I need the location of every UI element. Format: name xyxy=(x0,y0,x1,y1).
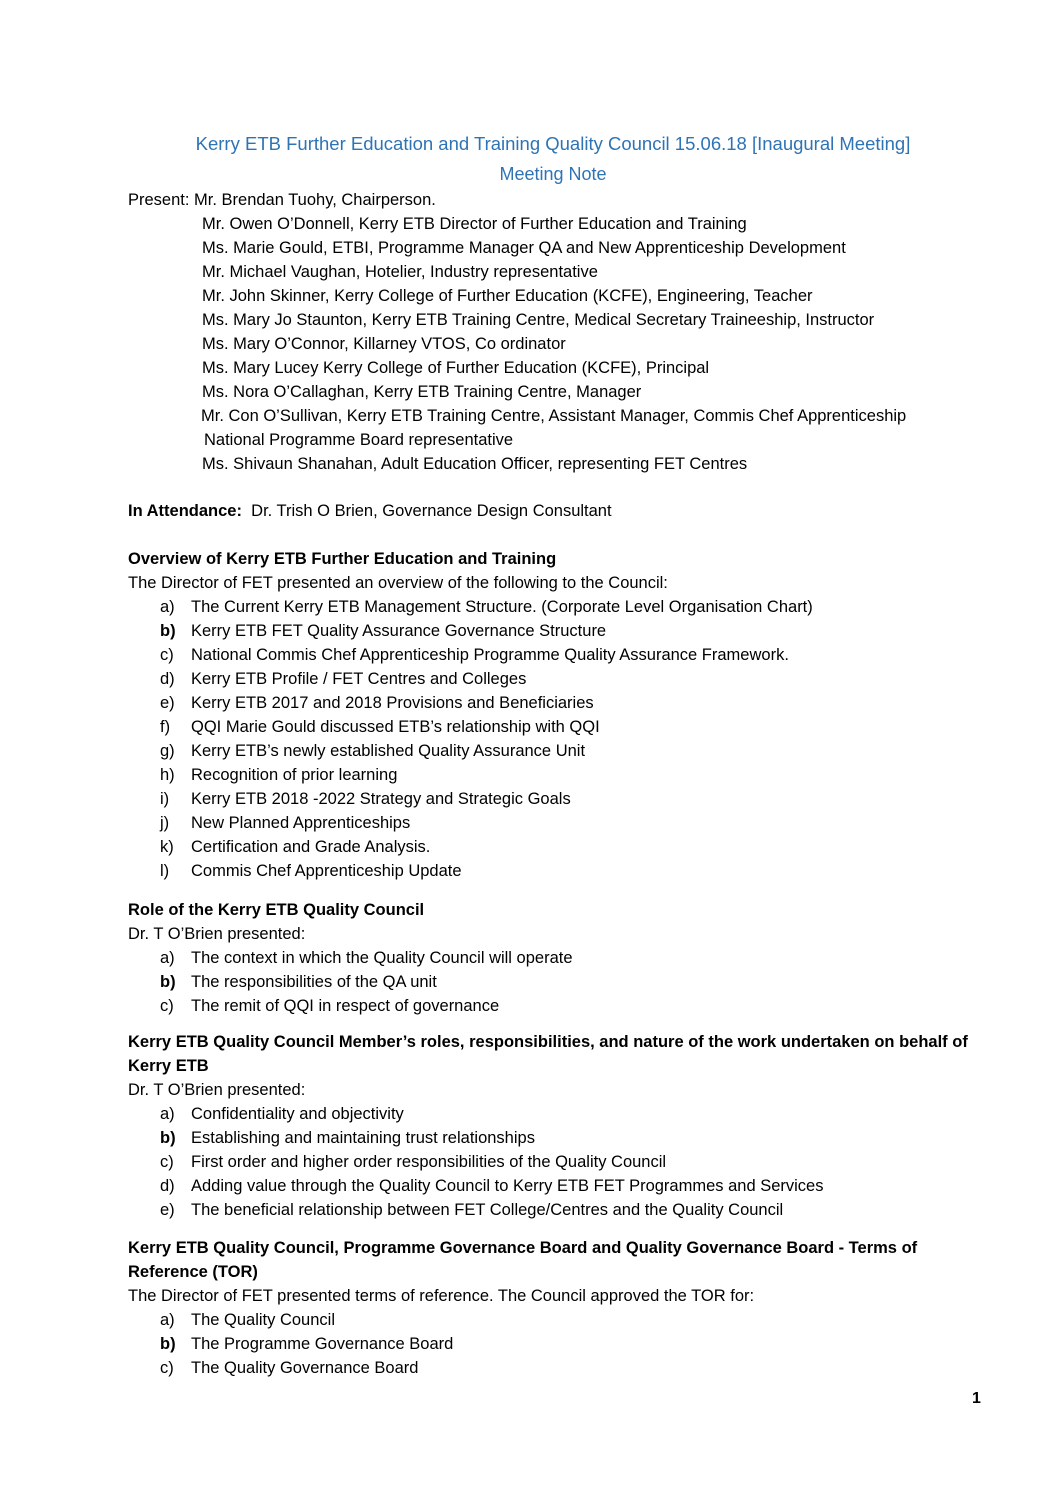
present-member: Ms. Mary Jo Staunton, Kerry ETB Training Centre, Medical Secretary Traineeship, Instructor xyxy=(202,311,875,329)
list-marker: k) xyxy=(160,838,174,856)
list-item-text: The Current Kerry ETB Management Structure. (Corporate Level Organisation Chart) xyxy=(191,598,813,616)
list-item xyxy=(128,619,988,643)
section-heading: Role of the Kerry ETB Quality Council xyxy=(128,901,425,919)
list-item xyxy=(128,1308,988,1332)
section-list xyxy=(128,1308,988,1380)
list-item xyxy=(128,859,988,883)
list-marker: b) xyxy=(160,973,176,991)
list-marker: e) xyxy=(160,694,175,712)
list-marker: c) xyxy=(160,1359,174,1377)
list-item-text: The responsibilities of the QA unit xyxy=(191,973,437,991)
list-item-text: Kerry ETB FET Quality Assurance Governance Structure xyxy=(191,622,607,640)
list-item xyxy=(128,1356,988,1380)
list-item-text: Kerry ETB 2017 and 2018 Provisions and Beneficiaries xyxy=(191,694,594,712)
list-item-text: Commis Chef Apprenticeship Update xyxy=(191,862,462,880)
list-marker: c) xyxy=(160,646,174,664)
list-marker: b) xyxy=(160,1129,176,1147)
list-marker: i) xyxy=(160,790,170,808)
list-item xyxy=(128,1102,988,1126)
present-member: Ms. Nora O’Callaghan, Kerry ETB Training Centre, Manager xyxy=(202,383,642,401)
list-item-text: The beneficial relationship between FET College/Centres and the Quality Council xyxy=(191,1201,784,1219)
list-item-text: New Planned Apprenticeships xyxy=(191,814,411,832)
list-marker: h) xyxy=(160,766,175,784)
list-item xyxy=(128,970,988,994)
list-item xyxy=(128,1198,988,1222)
present-list xyxy=(128,188,1008,476)
list-marker: a) xyxy=(160,949,175,967)
section-member-roles xyxy=(128,1030,988,1222)
attendance-line xyxy=(128,499,612,523)
list-item-text: QQI Marie Gould discussed ETB’s relationship with QQI xyxy=(191,718,600,736)
section-list xyxy=(128,595,988,883)
list-item xyxy=(128,994,988,1018)
list-marker: l) xyxy=(160,862,170,880)
list-marker: b) xyxy=(160,622,176,640)
present-member: Mr. Owen O’Donnell, Kerry ETB Director of Further Education and Training xyxy=(202,215,747,233)
list-marker: c) xyxy=(160,1153,174,1171)
list-item-text: Kerry ETB Profile / FET Centres and Colleges xyxy=(191,670,527,688)
list-marker: d) xyxy=(160,670,175,688)
section-terms-of-reference xyxy=(128,1236,988,1380)
list-item xyxy=(128,667,988,691)
section-overview xyxy=(128,547,988,883)
attendance-text: Dr. Trish O Brien, Governance Design Consultant xyxy=(251,502,612,520)
present-member: Ms. Mary Lucey Kerry College of Further Education (KCFE), Principal xyxy=(202,359,710,377)
present-member: Mr. Michael Vaughan, Hotelier, Industry representative xyxy=(202,263,598,281)
list-item-text: Establishing and maintaining trust relationships xyxy=(191,1129,535,1147)
list-marker: f) xyxy=(160,718,171,736)
list-item-text: National Commis Chef Apprenticeship Programme Quality Assurance Framework. xyxy=(191,646,789,664)
present-member: National Programme Board representative xyxy=(204,431,514,449)
present-member: Mr. John Skinner, Kerry College of Further Education (KCFE), Engineering, Teacher xyxy=(202,287,813,305)
present-label-line: Present: Mr. Brendan Tuohy, Chairperson. xyxy=(128,191,436,209)
list-marker: d) xyxy=(160,1177,175,1195)
list-item xyxy=(128,715,988,739)
section-heading: Kerry ETB Quality Council Member’s roles, responsibilities, and nature of the work undertaken on behalf of Kerry ETB xyxy=(128,1033,968,1075)
list-item-text: Recognition of prior learning xyxy=(191,766,398,784)
present-member: Mr. Con O’Sullivan, Kerry ETB Training Centre, Assistant Manager, Commis Chef Apprenticeship xyxy=(201,407,907,425)
list-item xyxy=(128,1150,988,1174)
list-item-text: The Programme Governance Board xyxy=(191,1335,454,1353)
section-intro: Dr. T O’Brien presented: xyxy=(128,925,306,943)
attendance-label: In Attendance: xyxy=(128,502,242,520)
list-item-text: The Quality Governance Board xyxy=(191,1359,419,1377)
section-role xyxy=(128,898,988,1018)
present-member: Ms. Marie Gould, ETBI, Programme Manager QA and New Apprenticeship Development xyxy=(202,239,846,257)
list-item-text: Confidentiality and objectivity xyxy=(191,1105,404,1123)
list-item xyxy=(128,691,988,715)
list-marker: c) xyxy=(160,997,174,1015)
document-subtitle: Meeting Note xyxy=(499,164,607,184)
list-item xyxy=(128,1174,988,1198)
list-item xyxy=(128,595,988,619)
list-item xyxy=(128,835,988,859)
present-member: Ms. Shivaun Shanahan, Adult Education Officer, representing FET Centres xyxy=(202,455,748,473)
list-item-text: Adding value through the Quality Council to Kerry ETB FET Programmes and Services xyxy=(191,1177,824,1195)
list-item xyxy=(128,1332,988,1356)
list-item-text: The context in which the Quality Council will operate xyxy=(191,949,573,967)
section-list xyxy=(128,946,988,1018)
list-marker: j) xyxy=(160,814,170,832)
list-marker: b) xyxy=(160,1335,176,1353)
present-member: Ms. Mary O’Connor, Killarney VTOS, Co ordinator xyxy=(202,335,566,353)
section-intro: The Director of FET presented an overview of the following to the Council: xyxy=(128,574,668,592)
document-title: Kerry ETB Further Education and Training Quality Council 15.06.18 [Inaugural Meeting] xyxy=(195,133,911,154)
section-intro: The Director of FET presented terms of reference. The Council approved the TOR for: xyxy=(128,1287,755,1305)
section-list xyxy=(128,1102,988,1222)
list-item xyxy=(128,763,988,787)
list-marker: a) xyxy=(160,1311,175,1329)
list-item xyxy=(128,787,988,811)
list-item-text: The remit of QQI in respect of governance xyxy=(191,997,500,1015)
section-intro: Dr. T O’Brien presented: xyxy=(128,1081,306,1099)
list-marker: g) xyxy=(160,742,175,760)
section-heading: Overview of Kerry ETB Further Education and Training xyxy=(128,550,557,568)
list-item xyxy=(128,739,988,763)
list-item xyxy=(128,643,988,667)
list-marker: a) xyxy=(160,1105,175,1123)
list-item-text: Kerry ETB’s newly established Quality Assurance Unit xyxy=(191,742,586,760)
list-item xyxy=(128,1126,988,1150)
list-item-text: First order and higher order responsibilities of the Quality Council xyxy=(191,1153,667,1171)
list-item-text: Kerry ETB 2018 -2022 Strategy and Strategic Goals xyxy=(191,790,571,808)
list-item xyxy=(128,946,988,970)
list-marker: a) xyxy=(160,598,175,616)
list-item-text: The Quality Council xyxy=(191,1311,335,1329)
section-heading: Kerry ETB Quality Council, Programme Governance Board and Quality Governance Board - Terms of Reference (TOR) xyxy=(128,1239,918,1281)
list-marker: e) xyxy=(160,1201,175,1219)
list-item-text: Certification and Grade Analysis. xyxy=(191,838,431,856)
page-number: 1 xyxy=(972,1390,981,1407)
list-item xyxy=(128,811,988,835)
